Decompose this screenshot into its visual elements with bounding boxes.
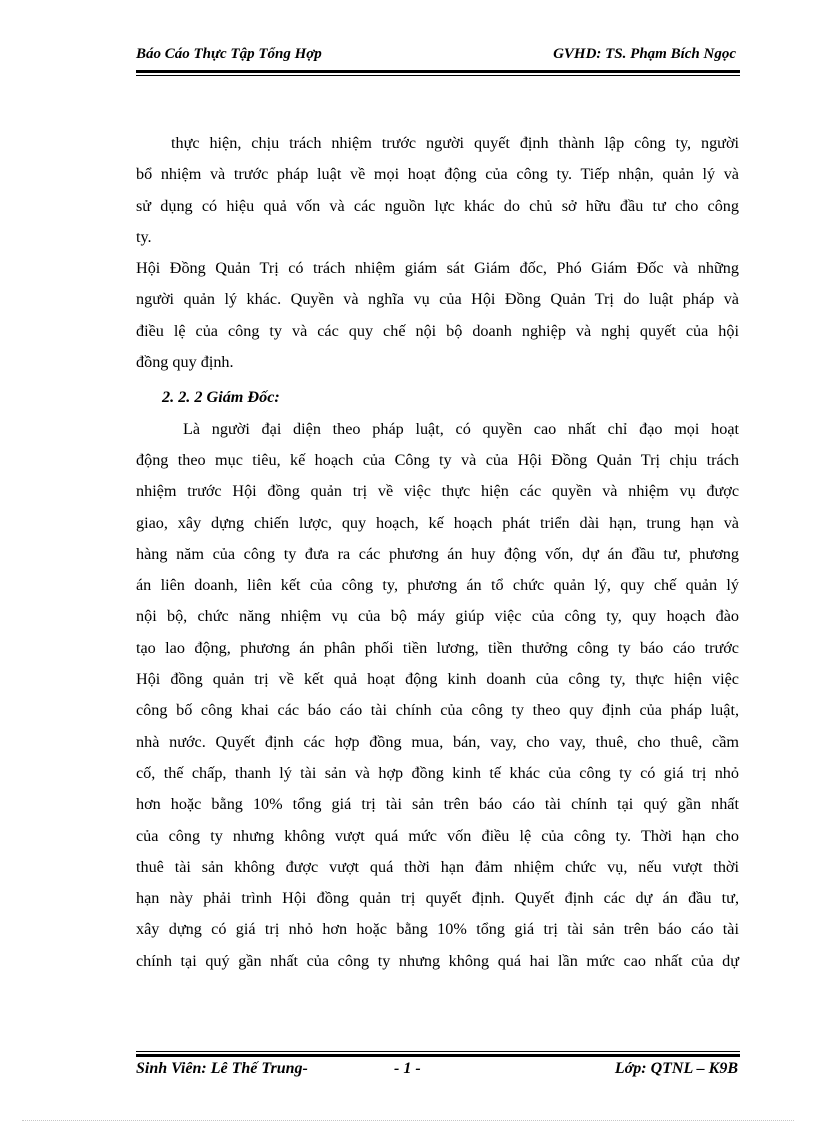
text-line: hàng năm của công ty đưa ra các phương án huy động vốn, dự án đầu tư, phương — [136, 544, 739, 563]
page-number: - 1 - — [394, 1060, 421, 1077]
text-line: chính tại quý gần nhất của công ty nhưng không quá hai lần mức cao nhất của dự — [136, 951, 739, 970]
text-line: sử dụng có hiệu quả vốn và các nguồn lực khác do chủ sở hữu đầu tư cho công — [136, 196, 739, 215]
section-heading: 2. 2. 2 Giám Đốc: — [162, 388, 280, 407]
page-header — [136, 44, 736, 70]
text-line: nhiệm trước Hội đồng quản trị về việc thực hiện các quyền và nhiệm vụ được — [136, 482, 739, 501]
footer-divider — [136, 1051, 740, 1057]
text-line: Là người đại diện theo pháp luật, có quyền cao nhất chỉ đạo mọi hoạt — [183, 419, 739, 438]
text-line: giao, xây dựng chiến lược, quy hoạch, kế hoạch phát triển dài hạn, trung hạn và — [136, 513, 739, 532]
header-divider — [136, 70, 740, 76]
page-footer — [136, 1058, 740, 1082]
text-line: của công ty nhưng không vượt quá mức vốn điều lệ của công ty. Thời hạn cho — [136, 826, 739, 845]
paragraph-director — [136, 414, 739, 977]
text-line: đồng quy định. — [136, 353, 234, 372]
text-line: xây dựng có giá trị nhỏ hơn hoặc bằng 10% tổng giá trị tài sản trên báo cáo tài — [136, 920, 739, 939]
text-line: bổ nhiệm và trước pháp luật về mọi hoạt động của công ty. Tiếp nhận, quản lý và — [136, 165, 739, 184]
text-line: tạo lao động, phương án phân phối tiền lương, tiền thưởng công ty báo cáo trước — [136, 638, 739, 657]
text-line: Hội đồng quản trị về kết quả hoạt động kinh doanh của công ty, thực hiện việc — [136, 670, 739, 689]
class-label: Lớp: QTNL – K9B — [614, 1060, 738, 1077]
text-line: án liên doanh, liên kết của công ty, phương án tổ chức quản lý, quy chế quản lý — [136, 576, 739, 595]
supervisor-label: GVHD: TS. Phạm Bích Ngọc — [553, 46, 736, 62]
text-line: Hội Đồng Quản Trị có trách nhiệm giám sát Giám đốc, Phó Giám Đốc và những — [136, 259, 739, 278]
text-line: động theo mục tiêu, kế hoạch của Công ty và của Hội Đồng Quản Trị chịu trách — [136, 450, 739, 469]
text-line: hơn hoặc bằng 10% tổng giá trị tài sản trên báo cáo tài chính tại quý gần nhất — [136, 795, 739, 814]
page-edge — [22, 1120, 794, 1121]
text-line: hạn này phải trình Hội đồng quản trị quyết định. Quyết định các dự án đầu tư, — [136, 889, 739, 908]
text-line: ty. — [136, 227, 152, 246]
text-line: người quản lý khác. Quyền và nghĩa vụ của Hội Đồng Quản Trị do luật pháp và — [136, 290, 739, 309]
text-line: cố, thế chấp, thanh lý tài sản và hợp đồng kinh tế khác của công ty có giá trị nhỏ — [136, 763, 739, 782]
text-line: nội bộ, chức năng nhiệm vụ của bộ máy giúp việc của công ty, quy hoạch đào — [136, 607, 739, 626]
report-title: Báo Cáo Thực Tập Tổng Hợp — [136, 46, 322, 62]
text-line: thuê tài sản không được vượt quá thời hạn đảm nhiệm chức vụ, nếu vượt thời — [136, 857, 739, 876]
document-body — [136, 128, 739, 977]
text-line: thực hiện, chịu trách nhiệm trước người quyết định thành lập công ty, người — [171, 134, 739, 152]
paragraph-responsibility — [136, 128, 739, 253]
text-line: điều lệ của công ty và các quy chế nội bộ doanh nghiệp và nghị quyết của hội — [136, 321, 739, 340]
text-line: công bố công khai các báo cáo tài chính của công ty theo quy định của pháp luật, — [136, 701, 739, 720]
text-line: nhà nước. Quyết định các hợp đồng mua, bán, vay, cho vay, thuê, cho thuê, cầm — [136, 732, 739, 751]
paragraph-board-of-directors — [136, 253, 739, 378]
student-name: Sinh Viên: Lê Thế Trung- — [136, 1060, 308, 1077]
